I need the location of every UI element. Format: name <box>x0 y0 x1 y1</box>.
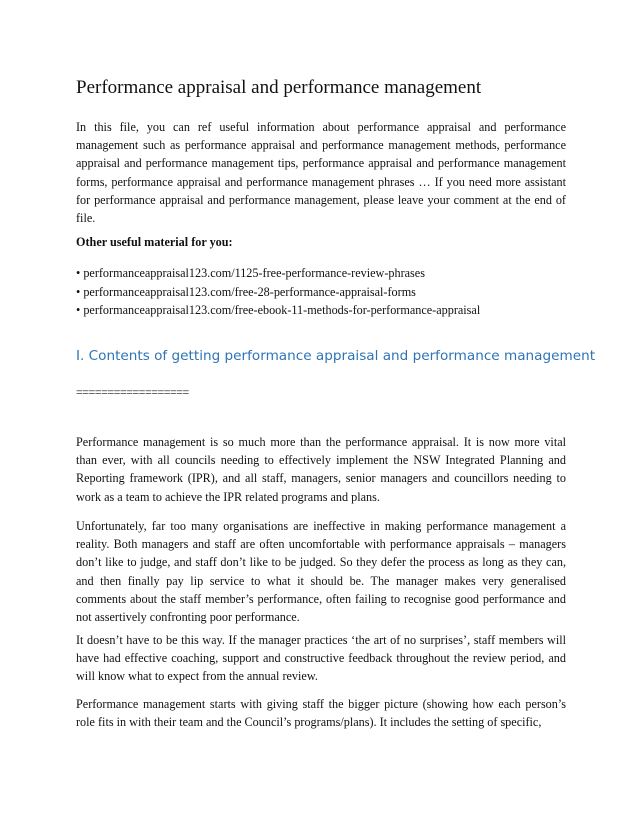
links-list <box>76 264 576 320</box>
section-heading: I. Contents of getting performance appraisal and performance management <box>76 348 596 364</box>
document-title: Performance appraisal and performance management <box>76 77 482 98</box>
body-paragraph: Performance management is so much more than the performance appraisal. It is now more vital than ever, with all councils needing to effectively implement the NSW Integrated Planning and Reporting framework (IPR), and all staff, managers, senior managers and councillors needing to work as a team to achieve the IPR related programs and plans. <box>76 435 566 504</box>
body-paragraph: Performance management starts with giving staff the bigger picture (showing how each person’s role fits in with their team and the Council’s programs/plans). It includes the setting of specific, <box>76 697 566 730</box>
link-item[interactable]: • performanceappraisal123.com/1125-free-performance-review-phrases <box>76 266 425 280</box>
link-item[interactable]: • performanceappraisal123.com/free-28-performance-appraisal-forms <box>76 284 416 299</box>
other-material-label: Other useful material for you: <box>76 235 233 249</box>
body-paragraph: It doesn’t have to be this way. If the manager practices ‘the art of no surprises’, staff members will have had effective coaching, support and constructive feedback throughout the review period, and will know what to expect from the annual review. <box>76 633 566 684</box>
body-paragraph: Unfortunately, far too many organisations are ineffective in making performance management a reality. Both managers and staff are often uncomfortable with performance appraisals – managers don’t like to judge, and staff don’t like to be judged. So they defer the process as long as they can, and then finally pay lip service to what it should be. The manager makes very generalised comments about the staff member’s performance, often failing to recognise good performance and not assertively confronting poor performance. <box>76 519 566 625</box>
separator-line: ================== <box>76 385 189 399</box>
link-item[interactable]: • performanceappraisal123.com/free-ebook-11-methods-for-performance-appraisal <box>76 303 481 317</box>
intro-paragraph: In this file, you can ref useful information about performance appraisal and performance management such as performance appraisal and performance management methods, performance appraisal and performance management tips, performance appraisal and performance management forms, performance appraisal and performance management phrases … If you need more assistant for performance appraisal and performance management, please leave your comment at the end of file. <box>76 120 566 226</box>
